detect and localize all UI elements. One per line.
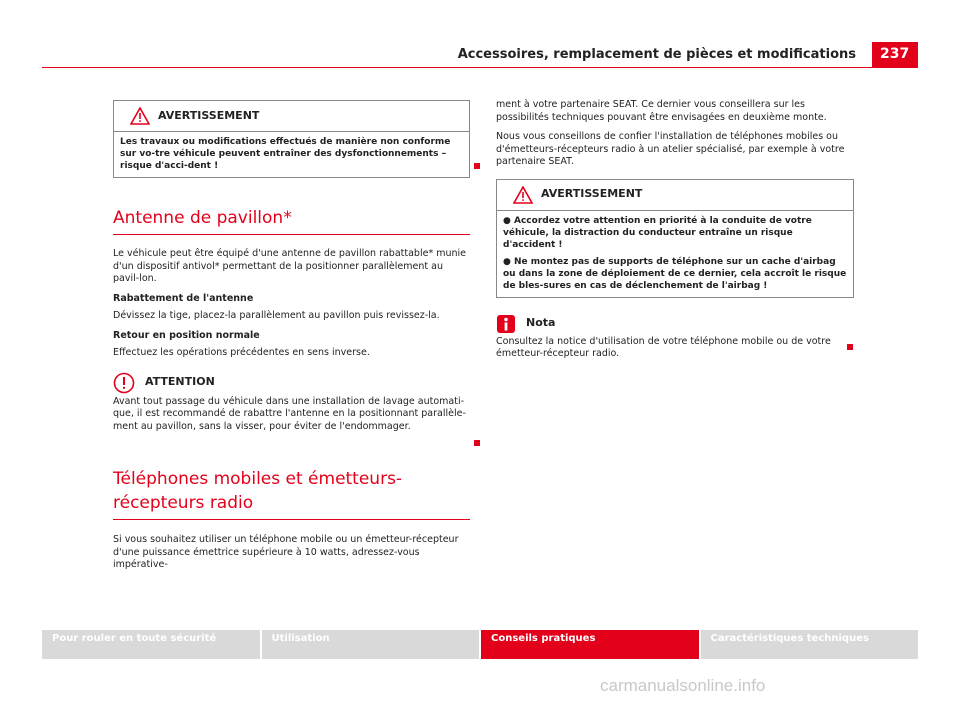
warning-label: AVERTISSEMENT <box>158 108 260 122</box>
end-marker <box>847 344 853 350</box>
antenne-sub-retour: Retour en position normale <box>113 329 260 341</box>
warning-text: Les travaux ou modifications effectués de manière non conforme sur vo-tre véhicule peuvent entraîner des dysfonctionnements – risque d'acci-dent ! <box>120 137 451 171</box>
antenne-text-rabattement: Dévissez la tige, placez-la parallèlement au pavillon puis revissez-la. <box>113 310 440 321</box>
attention-circle-icon <box>113 372 135 394</box>
antenne-intro: Le véhicule peut être équipé d'une antenne de pavillon rabattable* munie d'un dispositif antivol* permettant de la positionner parallèlement au pavil-lon. <box>113 248 466 284</box>
end-marker <box>474 440 480 446</box>
attention-text: Avant tout passage du véhicule dans une installation de lavage automati-que, il est recommandé de rabattre l'antenne en la positionnant parallèle-ment au pavillon, sans la visser, pour éviter de l'endommager. <box>113 395 466 432</box>
bullet-glyph: ● <box>503 215 511 226</box>
antenne-sub-rabattement: Rabattement de l'antenne <box>113 292 254 304</box>
warning-box-right <box>496 179 854 298</box>
warning-box-left <box>113 100 470 178</box>
section-title-telephones: Téléphones mobiles et émetteurs-récepteurs radio <box>113 467 470 520</box>
attention-head <box>113 372 470 394</box>
telephones-text: Si vous souhaitez utiliser un téléphone mobile ou un émetteur-récepteur d'une puissance émettrice supérieure à 10 watts, adressez-vous impérative- <box>113 534 459 570</box>
info-note-icon <box>496 314 516 334</box>
right-column <box>496 99 854 368</box>
note-text: Consultez la notice d'utilisation de votre téléphone mobile ou de votre émetteur-récepteur radio. <box>496 335 831 359</box>
watermark: carmanualsonline.info <box>600 676 766 695</box>
end-marker <box>474 163 480 169</box>
attention-label: ATTENTION <box>145 375 215 389</box>
footer-tab-conseils[interactable]: Conseils pratiques <box>481 630 699 659</box>
right-para-2: Nous vous conseillons de confier l'installation de téléphones mobiles ou d'émetteurs-récepteurs radio à un atelier spécialisé, par exemple à votre partenaire SEAT. <box>496 131 845 167</box>
footer-tab-utilisation[interactable]: Utilisation <box>262 630 480 659</box>
bullet-glyph: ● <box>503 256 511 267</box>
note-label: Nota <box>526 316 556 330</box>
warning-bullet-2: ● Ne montez pas de supports de téléphone sur un cache d'airbag ou dans la zone de déploiement de ce dernier, cela accroît le risque de bles-sures en cas de déclenchement de l'airbag ! <box>503 256 847 291</box>
page-header-title: Accessoires, remplacement de pièces et modifications <box>457 47 856 62</box>
page-number: 237 <box>872 42 918 68</box>
warning-bullet-1: ● Accordez votre attention en priorité à la conduite de votre véhicule, la distraction du conducteur entraîne un risque d'accident ! <box>503 215 812 250</box>
header-divider <box>42 67 872 68</box>
footer-nav <box>42 630 918 659</box>
left-column <box>113 90 470 579</box>
warning-label: AVERTISSEMENT <box>541 187 643 201</box>
footer-tab-caracteristiques[interactable]: Caractéristiques techniques <box>701 630 919 659</box>
right-para-1: ment à votre partenaire SEAT. Ce dernier vous conseillera sur les possibilités techniques pouvant être envisagées en deuxième monte. <box>496 99 827 123</box>
section-title-antenne: Antenne de pavillon* <box>113 206 470 235</box>
note-head <box>496 314 854 334</box>
footer-tab-securite[interactable]: Pour rouler en toute sécurité <box>42 630 260 659</box>
warning-triangle-icon <box>130 107 150 125</box>
warning-triangle-icon <box>513 186 533 204</box>
antenne-text-retour: Effectuez les opérations précédentes en sens inverse. <box>113 347 370 358</box>
